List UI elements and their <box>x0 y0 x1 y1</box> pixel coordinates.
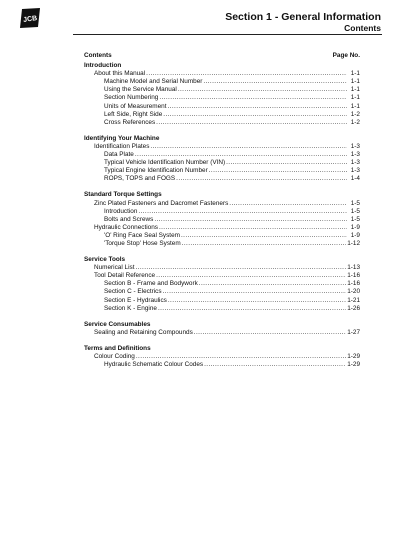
toc-entry[interactable] <box>84 86 360 94</box>
toc-entry-page-number: 1-29 <box>347 361 360 369</box>
toc-entry[interactable] <box>84 353 360 361</box>
toc-entry-label: ROPS, TOPS and FOGS <box>104 175 176 183</box>
toc-entry-label: Typical Vehicle Identification Number (VIN) <box>104 159 226 167</box>
toc-entry-page-number: 1-3 <box>350 142 360 150</box>
toc-entry[interactable] <box>84 103 360 111</box>
toc-entry-page-number: 1-1 <box>350 78 360 86</box>
dot-leader <box>181 232 347 240</box>
dot-leader <box>159 224 347 232</box>
toc-entry-page-number: 1-27 <box>347 328 360 336</box>
toc-entry-page-number: 1-9 <box>350 223 360 231</box>
toc-section <box>84 62 360 127</box>
toc-entry[interactable] <box>84 111 360 119</box>
dot-leader <box>138 208 347 216</box>
toc-entry-label: Zinc Plated Fasteners and Dacromet Fasteners <box>94 199 229 207</box>
toc-entry-label: Data Plate <box>104 151 134 159</box>
toc-entry-page-number: 1-4 <box>350 175 360 183</box>
toc-entry-page-number: 1-2 <box>350 110 360 118</box>
toc-entry[interactable] <box>84 288 360 296</box>
dot-leader <box>146 70 347 78</box>
toc-entry[interactable] <box>84 224 360 232</box>
toc-entry-label: Numerical List <box>94 264 135 272</box>
toc-entry[interactable] <box>84 264 360 272</box>
jcb-logo <box>18 7 42 29</box>
toc-entry[interactable] <box>84 208 360 216</box>
toc-section <box>84 191 360 248</box>
toc-entry[interactable] <box>84 272 360 280</box>
toc-entry-label: Section B - Frame and Bodywork <box>104 280 198 288</box>
toc-section-title: Identifying Your Machine <box>84 134 160 142</box>
toc-entry[interactable] <box>84 240 360 248</box>
toc-entry[interactable] <box>84 361 360 369</box>
table-of-contents <box>84 52 360 369</box>
section-subtitle: Contents <box>344 23 381 33</box>
dot-leader <box>158 305 346 313</box>
toc-entry-label: Hydraulic Connections <box>94 223 158 231</box>
toc-entry[interactable] <box>84 78 360 86</box>
page-no-heading: Page No. <box>332 52 360 59</box>
toc-body <box>84 62 360 369</box>
toc-entry-label: Left Side, Right Side <box>104 110 163 118</box>
toc-entry-label: 'Torque Stop' Hose System <box>104 239 181 247</box>
dot-leader <box>135 151 347 159</box>
toc-entry[interactable] <box>84 200 360 208</box>
toc-entry[interactable] <box>84 280 360 288</box>
toc-entry[interactable] <box>84 167 360 175</box>
toc-section-title: Introduction <box>84 62 122 70</box>
toc-entry-label: Colour Coding <box>94 353 135 360</box>
dot-leader <box>156 272 346 280</box>
dot-leader <box>178 86 347 94</box>
toc-entry-label: Introduction <box>104 207 138 215</box>
toc-section <box>84 135 360 184</box>
toc-entry-label: Tool Detail Reference <box>94 272 156 280</box>
toc-entry-page-number: 1-13 <box>347 264 360 272</box>
toc-entry-label: Typical Engine Identification Number <box>104 167 208 175</box>
dot-leader <box>159 94 347 102</box>
dot-leader <box>182 240 347 248</box>
dot-leader <box>136 353 346 361</box>
toc-entry[interactable] <box>84 94 360 102</box>
toc-entry[interactable] <box>84 143 360 151</box>
toc-entry-page-number: 1-5 <box>350 199 360 207</box>
toc-entry-label: Identification Plates <box>94 142 150 150</box>
dot-leader <box>176 175 347 183</box>
dot-leader <box>163 111 347 119</box>
toc-entry-label: Sealing and Retaining Compounds <box>94 328 193 336</box>
dot-leader <box>199 280 346 288</box>
toc-entry[interactable] <box>84 216 360 224</box>
dot-leader <box>163 288 347 296</box>
dot-leader <box>226 159 347 167</box>
dot-leader <box>203 78 347 86</box>
toc-entry-page-number: 1-26 <box>347 304 360 312</box>
contents-heading: Contents <box>84 52 112 59</box>
toc-entry-label: Section C - Electrics <box>104 288 162 296</box>
toc-entry-label: Units of Measurement <box>104 102 167 110</box>
toc-entry[interactable] <box>84 305 360 313</box>
header-rule <box>73 34 382 35</box>
dot-leader <box>156 119 347 127</box>
toc-section <box>84 345 360 369</box>
toc-entry[interactable] <box>84 232 360 240</box>
dot-leader <box>168 297 346 305</box>
toc-entry-label: Cross References <box>104 118 156 126</box>
dot-leader <box>150 143 347 151</box>
toc-entry-page-number: 1-5 <box>350 207 360 215</box>
toc-entry-page-number: 1-29 <box>347 353 360 360</box>
toc-section <box>84 321 360 337</box>
toc-section-title: Standard Torque Settings <box>84 191 162 199</box>
dot-leader <box>194 329 346 337</box>
toc-column-headers <box>84 52 360 60</box>
toc-entry-label: Section E - Hydraulics <box>104 296 167 304</box>
toc-entry-page-number: 1-9 <box>350 231 360 239</box>
toc-entry-page-number: 1-5 <box>350 215 360 223</box>
dot-leader <box>168 103 347 111</box>
dot-leader <box>136 264 347 272</box>
toc-entry-page-number: 1-1 <box>350 102 360 110</box>
toc-section-title: Service Consumables <box>84 320 151 328</box>
toc-entry-page-number: 1-20 <box>347 288 360 296</box>
dot-leader <box>154 216 347 224</box>
toc-entry[interactable] <box>84 151 360 159</box>
toc-entry-label: Using the Service Manual <box>104 86 177 94</box>
toc-entry-label: Section Numbering <box>104 94 159 102</box>
toc-entry-page-number: 1-3 <box>350 151 360 159</box>
toc-entry-page-number: 1-16 <box>347 272 360 280</box>
dot-leader <box>204 361 346 369</box>
dot-leader <box>209 167 347 175</box>
toc-entry-label: Section K - Engine <box>104 304 157 312</box>
toc-entry-page-number: 1-12 <box>347 239 360 247</box>
toc-entry-label: Bolts and Screws <box>104 215 154 223</box>
toc-entry-label: 'O' Ring Face Seal System <box>104 231 180 239</box>
section-title: Section 1 - General Information <box>225 11 381 23</box>
toc-entry-page-number: 1-1 <box>350 70 360 78</box>
toc-entry-label: About this Manual <box>94 70 146 78</box>
toc-entry[interactable] <box>84 297 360 305</box>
toc-section-title: Service Tools <box>84 256 126 264</box>
toc-entry-page-number: 1-1 <box>350 94 360 102</box>
dot-leader <box>229 200 347 208</box>
toc-entry[interactable] <box>84 175 360 183</box>
toc-entry-page-number: 1-1 <box>350 86 360 94</box>
toc-section <box>84 256 360 313</box>
toc-entry-label: Hydraulic Schematic Colour Codes <box>104 361 204 369</box>
toc-entry[interactable] <box>84 70 360 78</box>
toc-entry-page-number: 1-2 <box>350 118 360 126</box>
toc-entry-page-number: 1-16 <box>347 280 360 288</box>
logo-text: JCB <box>22 15 38 24</box>
toc-entry-page-number: 1-21 <box>347 296 360 304</box>
toc-entry-page-number: 1-3 <box>350 167 360 175</box>
toc-entry[interactable] <box>84 329 360 337</box>
toc-section-title: Terms and Definitions <box>84 344 151 352</box>
toc-entry[interactable] <box>84 119 360 127</box>
toc-entry-page-number: 1-3 <box>350 159 360 167</box>
toc-entry[interactable] <box>84 159 360 167</box>
toc-entry-label: Machine Model and Serial Number <box>104 78 203 86</box>
